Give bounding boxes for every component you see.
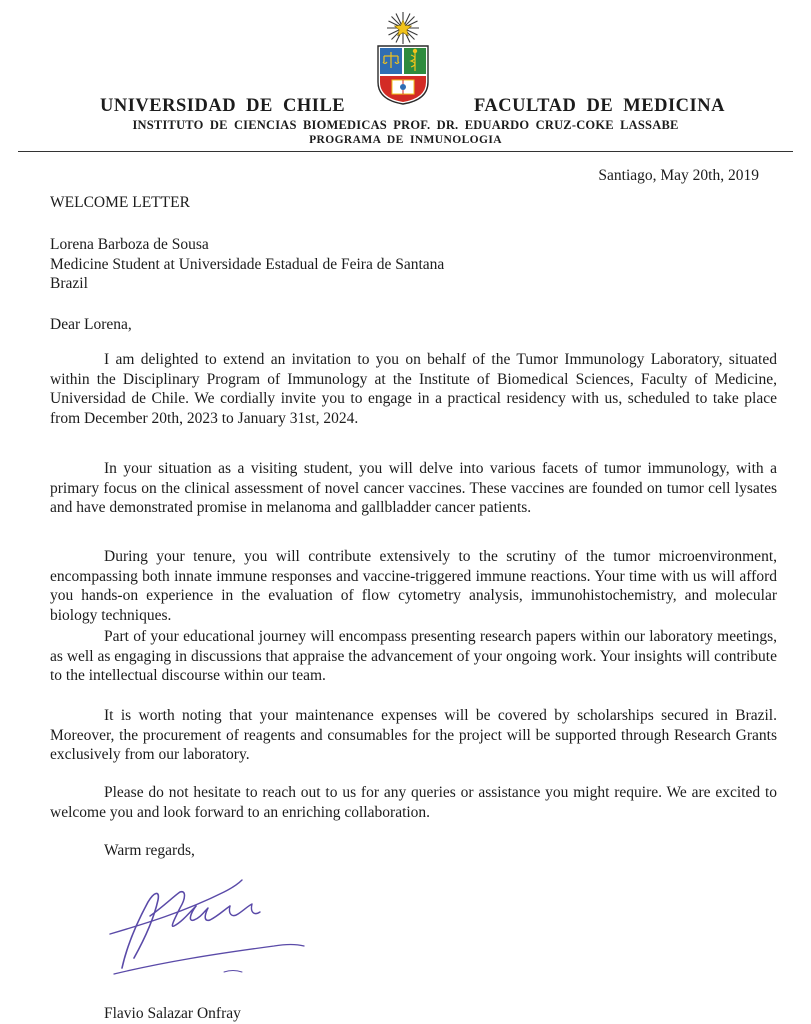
signer-name: Flavio Salazar Onfray: [104, 1005, 241, 1022]
star-icon: [387, 12, 419, 44]
recipient-name: Lorena Barboza de Sousa: [50, 236, 209, 253]
recipient-country: Brazil: [50, 275, 88, 292]
recipient-block: [50, 235, 444, 294]
program-name: PROGRAMA DE INMUNOLOGIA: [309, 134, 502, 146]
faculty-name: FACULTAD DE MEDICINA: [474, 96, 725, 116]
closing: Warm regards,: [104, 842, 195, 859]
body-paragraph: I am delighted to extend an invitation to you on behalf of the Tumor Immunology Laboratory, situated within the Disciplinary Program of Immunology at the Institute of Biomedical Sciences, Faculty of Medicine, Universidad de Chile. We cordially invite you to engage in a practical residency with us, scheduled to take place from December 20th, 2023 to January 31st, 2024.: [50, 351, 777, 427]
body-paragraph: Part of your educational journey will encompass presenting research papers within our laboratory meetings, as well as engaging in discussions that appraise the advancement of your ongoing work. Your insights will contribute to the intellectual discourse within our team.: [50, 628, 777, 685]
university-name: UNIVERSIDAD DE CHILE: [100, 96, 346, 116]
body-paragraph: Please do not hesitate to reach out to us for any queries or assistance you might require. We are excited to welcome you and look forward to an enriching collaboration.: [50, 784, 777, 821]
salutation: Dear Lorena,: [50, 316, 132, 333]
body-paragraph: In your situation as a visiting student, you will delve into various facets of tumor immunology, with a primary focus on the clinical assessment of novel cancer vaccines. These vaccines are founded on tumor cell lysates and have demonstrated promise in melanoma and gallbladder cancer patients.: [50, 460, 777, 517]
recipient-affiliation: Medicine Student at Universidade Estadual de Feira de Santana: [50, 255, 445, 273]
handwritten-signature: [104, 862, 314, 980]
body-paragraph: It is worth noting that your maintenance expenses will be covered by scholarships secured in Brazil. Moreover, the procurement of reagents and consumables for the project will be supported through Research Grants exclusively from our laboratory.: [50, 707, 777, 764]
university-crest-icon: [374, 10, 432, 106]
letter-date: Santiago, May 20th, 2019: [598, 167, 759, 184]
body-paragraph: During your tenure, you will contribute extensively to the scrutiny of the tumor microenvironment, encompassing both innate immune responses and vaccine-triggered immune reactions. Your time with us will afford you hands-on experience in the evaluation of flow cytometry analysis, immunohistochemistry, and molecular biology techniques.: [50, 548, 777, 624]
shield-icon: [378, 46, 428, 104]
letter-title: WELCOME LETTER: [50, 194, 190, 211]
institute-name: INSTITUTO DE CIENCIAS BIOMEDICAS PROF. DR. EDUARDO CRUZ-COKE LASSABE: [132, 118, 679, 132]
header-divider: [18, 151, 793, 152]
